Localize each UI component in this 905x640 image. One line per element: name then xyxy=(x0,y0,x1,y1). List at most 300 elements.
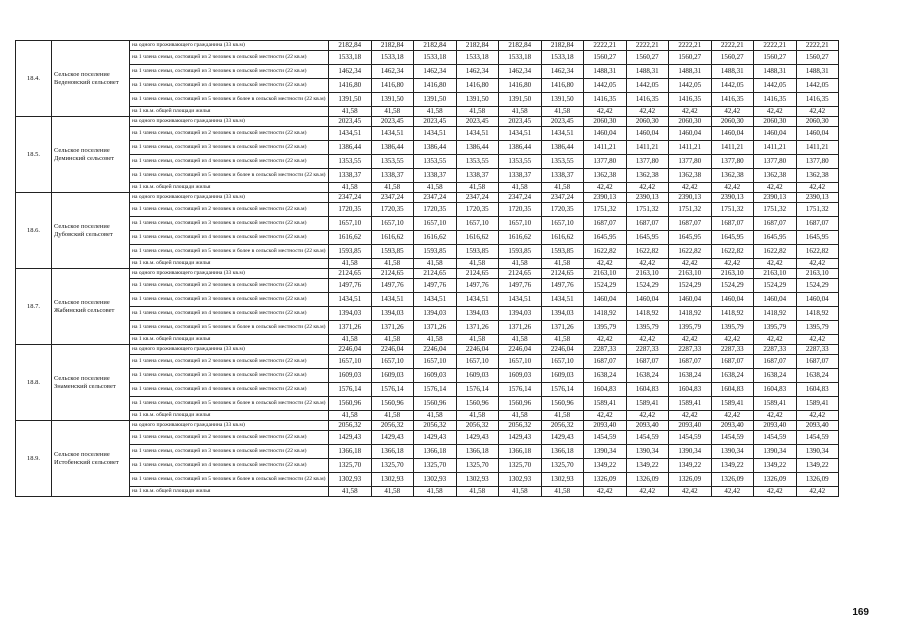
category-label: на 1 члена семьи, состоящей из 3 человек в сельской местности (22 кв.м) xyxy=(130,445,329,459)
value-cell: 41,58 xyxy=(414,259,457,269)
value-cell: 42,42 xyxy=(626,183,669,193)
value-cell: 1371,26 xyxy=(371,321,414,335)
value-cell: 1609,03 xyxy=(456,369,499,383)
value-cell: 2023,45 xyxy=(456,117,499,127)
value-cell: 1604,83 xyxy=(754,383,797,397)
value-cell: 1434,51 xyxy=(456,293,499,307)
value-cell: 1442,05 xyxy=(796,79,839,93)
category-label: на 1 кв.м. общей площади жилья xyxy=(130,487,329,497)
value-cell: 41,58 xyxy=(371,487,414,497)
value-cell: 1390,34 xyxy=(626,445,669,459)
value-cell: 1454,59 xyxy=(754,431,797,445)
value-cell: 1589,41 xyxy=(796,397,839,411)
value-cell: 1418,92 xyxy=(711,307,754,321)
value-cell: 2163,10 xyxy=(626,269,669,279)
value-cell: 1391,50 xyxy=(456,93,499,107)
value-cell: 1326,09 xyxy=(626,473,669,487)
value-cell: 1720,35 xyxy=(541,203,584,217)
value-cell: 1657,10 xyxy=(371,217,414,231)
value-cell: 1394,03 xyxy=(329,307,372,321)
value-cell: 2056,32 xyxy=(371,421,414,431)
category-label: на 1 кв.м. общей площади жилья xyxy=(130,107,329,117)
value-cell: 1434,51 xyxy=(414,127,457,141)
value-cell: 1488,31 xyxy=(796,65,839,79)
value-cell: 2390,13 xyxy=(584,193,627,203)
value-cell: 41,58 xyxy=(456,487,499,497)
category-label: на 1 члена семьи, состоящей из 4 человек в сельской местности (22 кв.м) xyxy=(130,459,329,473)
value-cell: 1524,29 xyxy=(669,279,712,293)
value-cell: 2056,32 xyxy=(329,421,372,431)
value-cell: 1411,21 xyxy=(754,141,797,155)
value-cell: 1395,79 xyxy=(754,321,797,335)
category-label: на 1 члена семьи, состоящей из 2 человек в сельской местности (22 кв.м) xyxy=(130,431,329,445)
value-cell: 1462,34 xyxy=(499,65,542,79)
value-cell: 1687,07 xyxy=(754,355,797,369)
value-cell: 1560,27 xyxy=(711,51,754,65)
value-cell: 2093,40 xyxy=(796,421,839,431)
value-cell: 1325,70 xyxy=(371,459,414,473)
value-cell: 2182,84 xyxy=(371,41,414,51)
value-cell: 42,42 xyxy=(669,259,712,269)
value-cell: 1751,32 xyxy=(626,203,669,217)
value-cell: 41,58 xyxy=(414,107,457,117)
value-cell: 1560,96 xyxy=(499,397,542,411)
category-label: на 1 члена семьи, состоящей из 2 человек в сельской местности (22 кв.м) xyxy=(130,203,329,217)
value-cell: 1362,38 xyxy=(669,169,712,183)
section-number: 18.7. xyxy=(16,269,52,345)
value-cell: 42,42 xyxy=(584,335,627,345)
value-cell: 1687,07 xyxy=(796,355,839,369)
value-cell: 2246,04 xyxy=(499,345,542,355)
value-cell: 1488,31 xyxy=(669,65,712,79)
value-cell: 1325,70 xyxy=(456,459,499,473)
value-cell: 1326,09 xyxy=(796,473,839,487)
value-cell: 2390,13 xyxy=(796,193,839,203)
value-cell: 1462,34 xyxy=(371,65,414,79)
value-cell: 1638,24 xyxy=(584,369,627,383)
value-cell: 1326,09 xyxy=(669,473,712,487)
value-cell: 1377,80 xyxy=(711,155,754,169)
value-cell: 1589,41 xyxy=(711,397,754,411)
value-cell: 1616,62 xyxy=(371,231,414,245)
category-label: на 1 члена семьи, состоящей из 5 человек и более в сельской местности (22 кв.м) xyxy=(130,93,329,107)
value-cell: 41,58 xyxy=(371,259,414,269)
table-row xyxy=(16,307,839,321)
value-cell: 42,42 xyxy=(796,335,839,345)
value-cell: 42,42 xyxy=(711,335,754,345)
value-cell: 1338,37 xyxy=(329,169,372,183)
value-cell: 1497,76 xyxy=(414,279,457,293)
value-cell: 42,42 xyxy=(796,411,839,421)
value-cell: 1593,85 xyxy=(456,245,499,259)
value-cell: 41,58 xyxy=(371,411,414,421)
value-cell: 1353,55 xyxy=(371,155,414,169)
value-cell: 1687,07 xyxy=(711,355,754,369)
value-cell: 1377,80 xyxy=(796,155,839,169)
value-cell: 1411,21 xyxy=(669,141,712,155)
table-row xyxy=(16,155,839,169)
value-cell: 42,42 xyxy=(711,107,754,117)
value-cell: 42,42 xyxy=(626,259,669,269)
table-row xyxy=(16,231,839,245)
value-cell: 41,58 xyxy=(456,259,499,269)
value-cell: 1434,51 xyxy=(456,127,499,141)
value-cell: 1524,29 xyxy=(754,279,797,293)
value-cell: 2347,24 xyxy=(371,193,414,203)
value-cell: 41,58 xyxy=(499,411,542,421)
value-cell: 1391,50 xyxy=(499,93,542,107)
category-label: на 1 кв.м. общей площади жилья xyxy=(130,259,329,269)
value-cell: 41,58 xyxy=(499,487,542,497)
value-cell: 41,58 xyxy=(456,411,499,421)
value-cell: 42,42 xyxy=(669,107,712,117)
value-cell: 1302,93 xyxy=(371,473,414,487)
value-cell: 2287,33 xyxy=(584,345,627,355)
value-cell: 2023,45 xyxy=(541,117,584,127)
value-cell: 42,42 xyxy=(626,335,669,345)
category-label: на 1 члена семьи, состоящей из 3 человек в сельской местности (22 кв.м) xyxy=(130,217,329,231)
value-cell: 1416,80 xyxy=(329,79,372,93)
value-cell: 1395,79 xyxy=(669,321,712,335)
value-cell: 1589,41 xyxy=(754,397,797,411)
value-cell: 1622,82 xyxy=(669,245,712,259)
value-cell: 1616,62 xyxy=(541,231,584,245)
value-cell: 1386,44 xyxy=(371,141,414,155)
value-cell: 1609,03 xyxy=(541,369,584,383)
page-number: 169 xyxy=(852,607,869,618)
value-cell: 1687,07 xyxy=(711,217,754,231)
value-cell: 41,58 xyxy=(329,259,372,269)
category-label: на одного проживающего гражданина (33 кв.м) xyxy=(130,193,329,203)
value-cell: 1533,18 xyxy=(456,51,499,65)
value-cell: 1338,37 xyxy=(414,169,457,183)
value-cell: 1418,92 xyxy=(796,307,839,321)
value-cell: 1657,10 xyxy=(414,217,457,231)
tariff-table xyxy=(15,40,839,497)
value-cell: 2222,21 xyxy=(669,41,712,51)
value-cell: 1497,76 xyxy=(541,279,584,293)
table-row xyxy=(16,193,839,203)
value-cell: 1645,95 xyxy=(669,231,712,245)
value-cell: 1462,34 xyxy=(329,65,372,79)
category-label: на 1 члена семьи, состоящей из 3 человек в сельской местности (22 кв.м) xyxy=(130,293,329,307)
value-cell: 1391,50 xyxy=(414,93,457,107)
value-cell: 42,42 xyxy=(754,487,797,497)
table-row xyxy=(16,421,839,431)
value-cell: 1687,07 xyxy=(584,355,627,369)
table-row xyxy=(16,169,839,183)
value-cell: 2347,24 xyxy=(456,193,499,203)
settlement-name: Сельское поселение Жабинский сельсовет xyxy=(52,269,130,345)
value-cell: 1460,04 xyxy=(796,127,839,141)
table-row xyxy=(16,259,839,269)
category-label: на 1 члена семьи, состоящей из 3 человек в сельской местности (22 кв.м) xyxy=(130,369,329,383)
value-cell: 42,42 xyxy=(711,259,754,269)
value-cell: 1418,92 xyxy=(584,307,627,321)
value-cell: 2056,32 xyxy=(541,421,584,431)
value-cell: 1434,51 xyxy=(541,293,584,307)
value-cell: 1687,07 xyxy=(626,217,669,231)
value-cell: 1533,18 xyxy=(371,51,414,65)
value-cell: 1720,35 xyxy=(499,203,542,217)
value-cell: 1416,80 xyxy=(456,79,499,93)
value-cell: 1442,05 xyxy=(626,79,669,93)
table-row xyxy=(16,293,839,307)
value-cell: 1560,96 xyxy=(541,397,584,411)
value-cell: 2246,04 xyxy=(329,345,372,355)
value-cell: 1560,96 xyxy=(329,397,372,411)
value-cell: 1687,07 xyxy=(669,217,712,231)
value-cell: 1576,14 xyxy=(499,383,542,397)
value-cell: 1302,93 xyxy=(456,473,499,487)
value-cell: 41,58 xyxy=(371,335,414,345)
value-cell: 1349,22 xyxy=(711,459,754,473)
value-cell: 2093,40 xyxy=(584,421,627,431)
value-cell: 1416,35 xyxy=(584,93,627,107)
category-label: на одного проживающего гражданина (33 кв.м) xyxy=(130,41,329,51)
value-cell: 1645,95 xyxy=(626,231,669,245)
value-cell: 1751,32 xyxy=(796,203,839,217)
value-cell: 1497,76 xyxy=(456,279,499,293)
value-cell: 1434,51 xyxy=(329,293,372,307)
value-cell: 2347,24 xyxy=(414,193,457,203)
settlement-name: Сельское поселение Веденовский сельсовет xyxy=(52,41,130,117)
value-cell: 1645,95 xyxy=(584,231,627,245)
value-cell: 1302,93 xyxy=(329,473,372,487)
value-cell: 1622,82 xyxy=(626,245,669,259)
category-label: на одного проживающего гражданина (33 кв.м) xyxy=(130,421,329,431)
table-row xyxy=(16,369,839,383)
value-cell: 1657,10 xyxy=(541,217,584,231)
category-label: на 1 члена семьи, состоящей из 2 человек в сельской местности (22 кв.м) xyxy=(130,355,329,369)
settlement-name: Сельское поселение Дубовский сельсовет xyxy=(52,193,130,269)
table-row xyxy=(16,397,839,411)
value-cell: 1460,04 xyxy=(796,293,839,307)
value-cell: 1460,04 xyxy=(669,127,712,141)
value-cell: 2347,24 xyxy=(499,193,542,203)
table-row xyxy=(16,355,839,369)
value-cell: 1638,24 xyxy=(626,369,669,383)
value-cell: 41,58 xyxy=(329,487,372,497)
value-cell: 1560,96 xyxy=(414,397,457,411)
value-cell: 1416,80 xyxy=(414,79,457,93)
value-cell: 1418,92 xyxy=(626,307,669,321)
value-cell: 2163,10 xyxy=(754,269,797,279)
table-row xyxy=(16,203,839,217)
value-cell: 2390,13 xyxy=(754,193,797,203)
table-row xyxy=(16,345,839,355)
value-cell: 2093,40 xyxy=(711,421,754,431)
value-cell: 1429,43 xyxy=(456,431,499,445)
value-cell: 1687,07 xyxy=(754,217,797,231)
value-cell: 1454,59 xyxy=(711,431,754,445)
value-cell: 1390,34 xyxy=(584,445,627,459)
value-cell: 2163,10 xyxy=(584,269,627,279)
value-cell: 1411,21 xyxy=(584,141,627,155)
value-cell: 1751,32 xyxy=(584,203,627,217)
category-label: на 1 члена семьи, состоящей из 5 человек и более в сельской местности (22 кв.м) xyxy=(130,321,329,335)
value-cell: 1462,34 xyxy=(456,65,499,79)
table-row xyxy=(16,183,839,193)
table-row xyxy=(16,445,839,459)
value-cell: 1386,44 xyxy=(499,141,542,155)
value-cell: 1460,04 xyxy=(626,293,669,307)
category-label: на 1 члена семьи, состоящей из 4 человек в сельской местности (22 кв.м) xyxy=(130,307,329,321)
value-cell: 41,58 xyxy=(541,107,584,117)
table-row xyxy=(16,431,839,445)
value-cell: 1362,38 xyxy=(754,169,797,183)
value-cell: 42,42 xyxy=(711,411,754,421)
value-cell: 1462,34 xyxy=(541,65,584,79)
value-cell: 1338,37 xyxy=(371,169,414,183)
value-cell: 1338,37 xyxy=(499,169,542,183)
value-cell: 1411,21 xyxy=(796,141,839,155)
value-cell: 1560,27 xyxy=(754,51,797,65)
value-cell: 1326,09 xyxy=(584,473,627,487)
table-row xyxy=(16,411,839,421)
value-cell: 1657,10 xyxy=(456,217,499,231)
value-cell: 1751,32 xyxy=(711,203,754,217)
value-cell: 42,42 xyxy=(584,183,627,193)
value-cell: 1353,55 xyxy=(414,155,457,169)
value-cell: 2390,13 xyxy=(669,193,712,203)
value-cell: 1497,76 xyxy=(499,279,542,293)
value-cell: 1460,04 xyxy=(584,293,627,307)
value-cell: 1622,82 xyxy=(754,245,797,259)
value-cell: 1416,80 xyxy=(541,79,584,93)
value-cell: 1390,34 xyxy=(711,445,754,459)
value-cell: 1366,18 xyxy=(371,445,414,459)
value-cell: 1609,03 xyxy=(371,369,414,383)
value-cell: 2060,30 xyxy=(669,117,712,127)
value-cell: 1657,10 xyxy=(414,355,457,369)
value-cell: 1338,37 xyxy=(456,169,499,183)
value-cell: 1454,59 xyxy=(584,431,627,445)
table-row xyxy=(16,117,839,127)
value-cell: 2093,40 xyxy=(754,421,797,431)
value-cell: 1604,83 xyxy=(584,383,627,397)
value-cell: 1497,76 xyxy=(329,279,372,293)
value-cell: 1657,10 xyxy=(499,355,542,369)
value-cell: 1377,80 xyxy=(669,155,712,169)
value-cell: 1460,04 xyxy=(754,127,797,141)
value-cell: 1434,51 xyxy=(414,293,457,307)
value-cell: 2287,33 xyxy=(711,345,754,355)
value-cell: 1338,37 xyxy=(541,169,584,183)
value-cell: 2023,45 xyxy=(329,117,372,127)
value-cell: 1560,27 xyxy=(669,51,712,65)
value-cell: 1524,29 xyxy=(584,279,627,293)
value-cell: 2060,30 xyxy=(711,117,754,127)
value-cell: 1416,35 xyxy=(669,93,712,107)
value-cell: 1488,31 xyxy=(754,65,797,79)
value-cell: 1349,22 xyxy=(754,459,797,473)
value-cell: 1645,95 xyxy=(754,231,797,245)
value-cell: 1416,35 xyxy=(796,93,839,107)
value-cell: 1604,83 xyxy=(796,383,839,397)
value-cell: 1638,24 xyxy=(711,369,754,383)
value-cell: 1325,70 xyxy=(541,459,584,473)
value-cell: 1533,18 xyxy=(329,51,372,65)
value-cell: 2287,33 xyxy=(669,345,712,355)
value-cell: 1616,62 xyxy=(414,231,457,245)
value-cell: 1416,35 xyxy=(711,93,754,107)
category-label: на 1 кв.м. общей площади жилья xyxy=(130,411,329,421)
category-label: на 1 кв.м. общей площади жилья xyxy=(130,183,329,193)
value-cell: 1377,80 xyxy=(584,155,627,169)
value-cell: 1395,79 xyxy=(711,321,754,335)
category-label: на 1 члена семьи, состоящей из 4 человек в сельской местности (22 кв.м) xyxy=(130,383,329,397)
value-cell: 1560,27 xyxy=(796,51,839,65)
table-row xyxy=(16,217,839,231)
value-cell: 1593,85 xyxy=(499,245,542,259)
value-cell: 1657,10 xyxy=(541,355,584,369)
value-cell: 41,58 xyxy=(414,335,457,345)
value-cell: 1576,14 xyxy=(371,383,414,397)
value-cell: 1638,24 xyxy=(669,369,712,383)
value-cell: 41,58 xyxy=(456,107,499,117)
value-cell: 41,58 xyxy=(541,335,584,345)
value-cell: 41,58 xyxy=(541,411,584,421)
value-cell: 1560,96 xyxy=(456,397,499,411)
table-row xyxy=(16,279,839,293)
value-cell: 42,42 xyxy=(796,487,839,497)
value-cell: 42,42 xyxy=(754,335,797,345)
value-cell: 41,58 xyxy=(414,487,457,497)
value-cell: 1604,83 xyxy=(669,383,712,397)
category-label: на 1 члена семьи, состоящей из 2 человек в сельской местности (22 кв.м) xyxy=(130,51,329,65)
value-cell: 1429,43 xyxy=(329,431,372,445)
value-cell: 1390,34 xyxy=(754,445,797,459)
value-cell: 42,42 xyxy=(754,259,797,269)
category-label: на 1 члена семьи, состоящей из 4 человек в сельской местности (22 кв.м) xyxy=(130,231,329,245)
value-cell: 1497,76 xyxy=(371,279,414,293)
value-cell: 1488,31 xyxy=(584,65,627,79)
value-cell: 2056,32 xyxy=(456,421,499,431)
value-cell: 1429,43 xyxy=(541,431,584,445)
value-cell: 1720,35 xyxy=(456,203,499,217)
value-cell: 1371,26 xyxy=(329,321,372,335)
value-cell: 1460,04 xyxy=(584,127,627,141)
value-cell: 2287,33 xyxy=(626,345,669,355)
value-cell: 41,58 xyxy=(456,335,499,345)
value-cell: 2347,24 xyxy=(541,193,584,203)
value-cell: 2390,13 xyxy=(626,193,669,203)
value-cell: 1609,03 xyxy=(329,369,372,383)
value-cell: 1687,07 xyxy=(584,217,627,231)
value-cell: 2060,30 xyxy=(754,117,797,127)
value-cell: 1391,50 xyxy=(371,93,414,107)
value-cell: 1366,18 xyxy=(329,445,372,459)
value-cell: 1429,43 xyxy=(371,431,414,445)
value-cell: 1589,41 xyxy=(626,397,669,411)
value-cell: 2246,04 xyxy=(371,345,414,355)
category-label: на 1 члена семьи, состоящей из 3 человек в сельской местности (22 кв.м) xyxy=(130,141,329,155)
value-cell: 2163,10 xyxy=(796,269,839,279)
value-cell: 1362,38 xyxy=(796,169,839,183)
value-cell: 1604,83 xyxy=(711,383,754,397)
value-cell: 42,42 xyxy=(754,411,797,421)
value-cell: 41,58 xyxy=(541,259,584,269)
value-cell: 42,42 xyxy=(584,107,627,117)
category-label: на 1 члена семьи, состоящей из 4 человек в сельской местности (22 кв.м) xyxy=(130,155,329,169)
value-cell: 42,42 xyxy=(669,183,712,193)
value-cell: 1411,21 xyxy=(711,141,754,155)
value-cell: 1434,51 xyxy=(499,293,542,307)
value-cell: 1386,44 xyxy=(456,141,499,155)
value-cell: 1362,38 xyxy=(584,169,627,183)
value-cell: 1416,80 xyxy=(371,79,414,93)
